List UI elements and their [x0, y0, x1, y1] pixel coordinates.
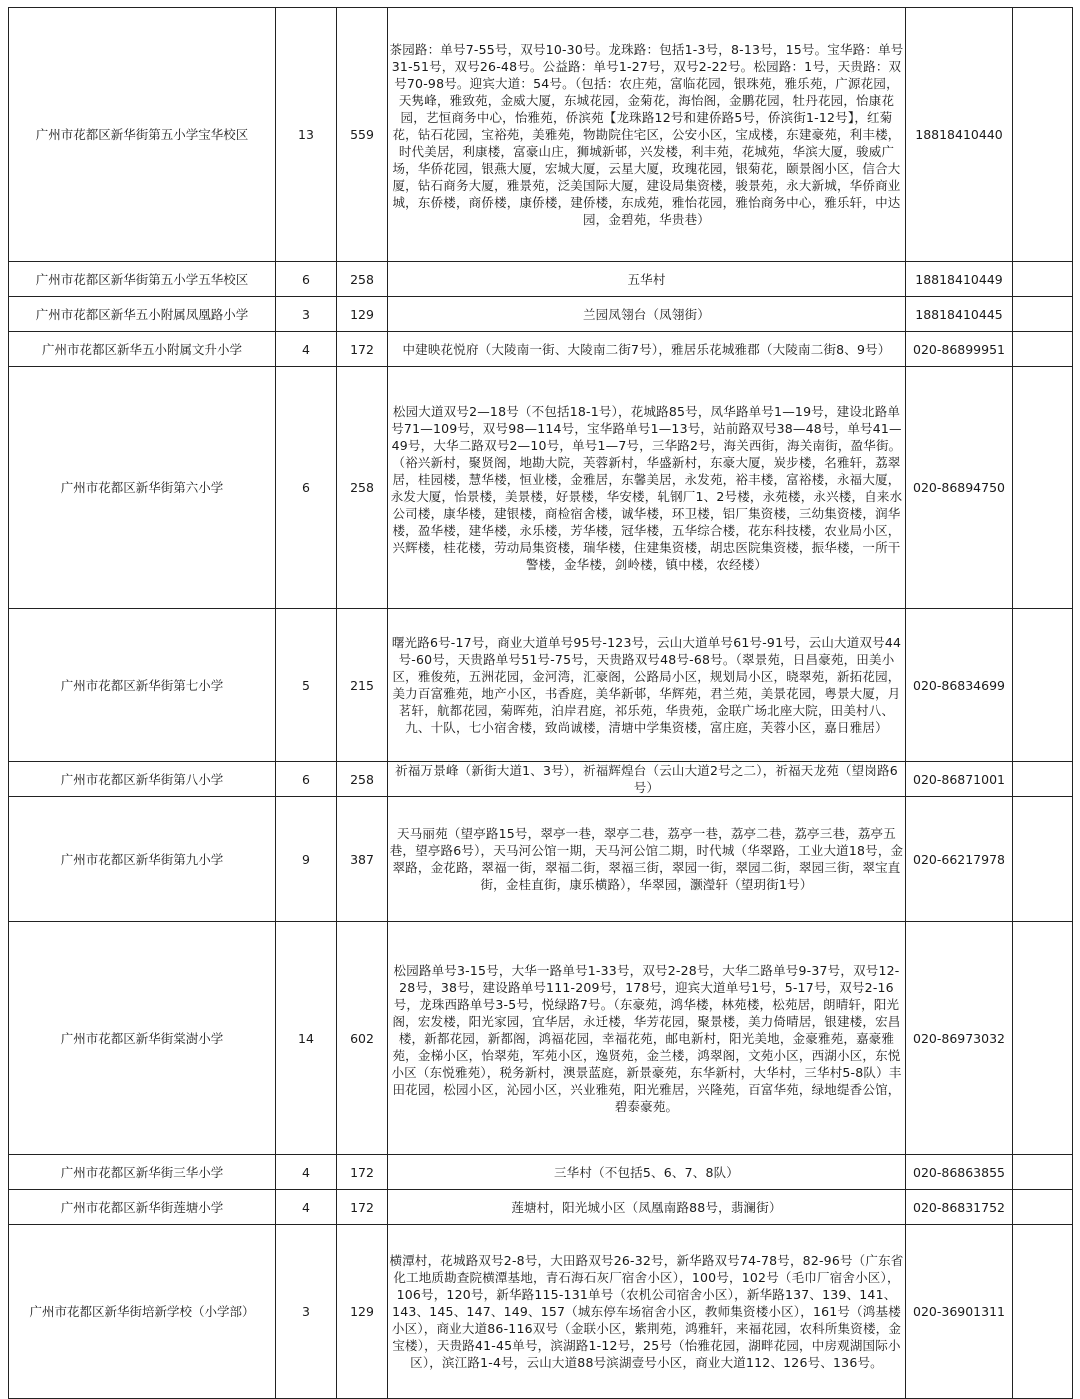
phone-cell: 020-86899951 — [906, 332, 1013, 367]
table-row — [9, 297, 1073, 332]
phone-cell: 18818410440 — [906, 8, 1013, 262]
table-row — [9, 1225, 1073, 1399]
class-count-cell: 3 — [276, 1225, 337, 1399]
enrollment-area-cell: 三华村（不包括5、6、7、8队） — [388, 1155, 906, 1190]
school-name-cell: 广州市花都区新华街第六小学 — [9, 367, 276, 609]
phone-cell: 020-86834699 — [906, 609, 1013, 762]
school-name-cell: 广州市花都区新华街三华小学 — [9, 1155, 276, 1190]
phone-cell: 18818410445 — [906, 297, 1013, 332]
student-count-cell: 129 — [337, 297, 388, 332]
table-row — [9, 262, 1073, 297]
student-count-cell: 602 — [337, 922, 388, 1155]
table-row — [9, 922, 1073, 1155]
table-row — [9, 762, 1073, 797]
table-row — [9, 332, 1073, 367]
table-row — [9, 8, 1073, 262]
student-count-cell: 258 — [337, 762, 388, 797]
enrollment-area-cell: 曙光路6号-17号，商业大道单号95号-123号，云山大道单号61号-91号，云山大道双号44号-60号，天贵路单号51号-75号，天贵路双号48号-68号。（翠景苑，日昌豪苑，田美小区，雅俊苑，五洲花园，金河湾，汇豪阁，公路局小区，规划局小区，晓翠苑，新拓花园，美力百富雅苑，地产小区，书香庭，美华新邨，华辉苑，君兰苑，美景花园，粤景大厦，月茗轩，航都花园，菊晖苑，泊岸君庭，祁乐苑，华贵苑，金联广场北座大院，田美村八、九、十队，七小宿舍楼，致尚诚楼，清塘中学集资楼，富庄庭，芙蓉小区，嘉日雅居） — [388, 609, 906, 762]
phone-cell: 020-86871001 — [906, 762, 1013, 797]
table-row — [9, 797, 1073, 922]
school-name-cell: 广州市花都区新华街第八小学 — [9, 762, 276, 797]
class-count-cell: 6 — [276, 367, 337, 609]
note-cell — [1013, 1190, 1073, 1225]
class-count-cell: 14 — [276, 922, 337, 1155]
enrollment-area-cell: 茶园路：单号7-55号，双号10-30号。龙珠路：包括1-3号，8-13号，15号。宝华路：单号31-51号，双号26-48号。公益路：单号1-27号，双号2-22号。松园路：1号，天贵路：双号70-98号。迎宾大道：54号。（包括：农庄苑，富临花园，银珠苑，雅乐苑，广源花园，天隽峰，雅致苑，金威大厦，东城花园，金菊花，海怡阁，金鹏花园，牡丹花园，怡康花园，艺恒商务中心，怡雅苑，侨滨苑【龙珠路12号和建侨路5号，侨滨街1-12号】，红菊花，钻石花园，宝裕苑，美雅苑，物勘院住宅区，公安小区，宝成楼，东建豪苑，利丰楼，时代美居，利康楼，富豪山庄，狮城新邨，兴发楼，利丰苑，花城苑，华滨大厦，骏威广场，华侨花园，银燕大厦，宏城大厦，云星大厦，玫瑰花园，银菊花，颐景阁小区，信合大厦，钻石商务大厦，雅景苑，泛美国际大厦，建设局集资楼，骏景苑，永大新城，华侨商业城，东侨楼，商侨楼，康侨楼，建侨楼，东成苑，雅怡花园，雅怡商务中心，雅乐轩，中达园，金碧苑，华贵巷） — [388, 8, 906, 262]
student-count-cell: 258 — [337, 262, 388, 297]
student-count-cell: 215 — [337, 609, 388, 762]
table-row — [9, 367, 1073, 609]
class-count-cell: 4 — [276, 1190, 337, 1225]
school-name-cell: 广州市花都区新华五小附属文升小学 — [9, 332, 276, 367]
school-name-cell: 广州市花都区新华街第五小学五华校区 — [9, 262, 276, 297]
table-row — [9, 609, 1073, 762]
class-count-cell: 9 — [276, 797, 337, 922]
student-count-cell: 129 — [337, 1225, 388, 1399]
student-count-cell: 258 — [337, 367, 388, 609]
class-count-cell: 13 — [276, 8, 337, 262]
phone-cell: 020-86831752 — [906, 1190, 1013, 1225]
phone-cell: 18818410449 — [906, 262, 1013, 297]
school-name-cell: 广州市花都区新华街莲塘小学 — [9, 1190, 276, 1225]
class-count-cell: 4 — [276, 332, 337, 367]
enrollment-area-cell: 天马丽苑（望亭路15号，翠亭一巷，翠亭二巷，荔亭一巷，荔亭二巷，荔亭三巷，荔亭五巷，望亭路6号），天马河公馆一期，天马河公馆二期，时代城（华翠路，工业大道18号，金翠路，金花路，翠福一街，翠福二街，翠福三街，翠园一街，翠园二街，翠园三街，翠宝直街，金桂直街，康乐横路），华翠园，灏瀅轩（望玥街1号） — [388, 797, 906, 922]
class-count-cell: 5 — [276, 609, 337, 762]
class-count-cell: 4 — [276, 1155, 337, 1190]
student-count-cell: 172 — [337, 332, 388, 367]
enrollment-area-cell: 中建映花悦府（大陵南一街、大陵南二街7号），雅居乐花城雅郡（大陵南二街8、9号） — [388, 332, 906, 367]
school-enrollment-table — [8, 7, 1073, 1399]
phone-cell: 020-86894750 — [906, 367, 1013, 609]
phone-cell: 020-66217978 — [906, 797, 1013, 922]
student-count-cell: 172 — [337, 1190, 388, 1225]
note-cell — [1013, 1225, 1073, 1399]
note-cell — [1013, 262, 1073, 297]
student-count-cell: 172 — [337, 1155, 388, 1190]
enrollment-area-cell: 五华村 — [388, 262, 906, 297]
school-name-cell: 广州市花都区新华街培新学校（小学部） — [9, 1225, 276, 1399]
school-name-cell: 广州市花都区新华街第七小学 — [9, 609, 276, 762]
note-cell — [1013, 297, 1073, 332]
phone-cell: 020-36901311 — [906, 1225, 1013, 1399]
class-count-cell: 6 — [276, 762, 337, 797]
class-count-cell: 3 — [276, 297, 337, 332]
enrollment-area-cell: 莲塘村，阳光城小区（凤凰南路88号，翡澜街） — [388, 1190, 906, 1225]
note-cell — [1013, 1155, 1073, 1190]
note-cell — [1013, 8, 1073, 262]
table-row — [9, 1155, 1073, 1190]
note-cell — [1013, 797, 1073, 922]
student-count-cell: 559 — [337, 8, 388, 262]
school-name-cell: 广州市花都区新华街第五小学宝华校区 — [9, 8, 276, 262]
school-name-cell: 广州市花都区新华五小附属凤凰路小学 — [9, 297, 276, 332]
enrollment-area-cell: 兰园凤翎台（凤翎街） — [388, 297, 906, 332]
student-count-cell: 387 — [337, 797, 388, 922]
note-cell — [1013, 367, 1073, 609]
class-count-cell: 6 — [276, 262, 337, 297]
note-cell — [1013, 922, 1073, 1155]
school-name-cell: 广州市花都区新华街棠澍小学 — [9, 922, 276, 1155]
enrollment-area-cell: 横潭村，花城路双号2-8号，大田路双号26-32号，新华路双号74-78号，82-96号（广东省化工地质勘查院横潭基地，青石海石灰厂宿舍小区），100号，102号（毛巾厂宿舍小区），106号，120号，新华路115-131单号（农机公司宿舍小区），新华路137、139、141、143、145、147、149、157（城东停车场宿舍小区，教师集资楼小区），161号（鸿基楼小区），商业大道86-116双号（金联小区，紫荆苑，鸿雅轩，来福花园，农科所集资楼，金宝楼），天贵路41-45单号，滨湖路1-12号，25号（怡雅花园，湖畔花园，中房观湖国际小区），滨江路1-4号，云山大道88号滨湖壹号小区，商业大道112、126号、136号。 — [388, 1225, 906, 1399]
note-cell — [1013, 609, 1073, 762]
enrollment-area-cell: 松园大道双号2—18号（不包括18-1号），花城路85号，凤华路单号1—19号，建设北路单号71—109号，双号98—114号，宝华路单号1—13号，站前路双号38—48号，单号41—49号，大华二路双号2—10号，单号1—7号，三华路2号，海关西街，海关南街，盈华街。（裕兴新村，聚贤阁，地勘大院，芙蓉新村，华盛新村，东豪大厦，炭步楼，名雅轩，荔翠居，桂园楼，慧华楼，恒业楼，金雅居，东馨美居，永发苑，裕丰楼，富裕楼，永福大厦，永发大厦，怡景楼，美景楼，好景楼，华安楼，轧钢厂1、2号楼，永苑楼，永兴楼，自来水公司楼，康华楼，建银楼，商检宿舍楼，诚华楼，环卫楼，铝厂集资楼，三幼集资楼，润华楼，盈华楼，建华楼，永乐楼，芳华楼，冠华楼，五华综合楼，花东科技楼，农业局小区，兴辉楼，桂花楼，劳动局集资楼，瑞华楼，住建集资楼，胡忠医院集资楼，振华楼，一所干警楼，金华楼，剑岭楼，镇中楼，农经楼） — [388, 367, 906, 609]
phone-cell: 020-86973032 — [906, 922, 1013, 1155]
enrollment-area-cell: 松园路单号3-15号，大华一路单号1-33号，双号2-28号，大华二路单号9-37号，双号12-28号，38号，建设路单号111-209号，178号，迎宾大道单号1号，5-17号，双号2-16号，龙珠西路单号3-5号，悦绿路7号。（东豪苑，鸿华楼，林苑楼，松苑居，朗晴轩，阳光阁，宏发楼，阳光家园，宜华居，永迁楼，华芳花园，聚景楼，美力倚晴居，银建楼，宏昌楼，新都花园，新都阁，鸿福花园，幸福花苑，邮电新村，阳光美地，金豪雅苑，嘉豪雅苑，金梯小区，怡翠苑，军苑小区，逸贤苑，金兰楼，鸿翠阁，文苑小区，西湖小区，东悦小区（东悦雅苑），税务新村，澳景蓝庭，新景豪苑，东华新村，大华村，三华村5-8队）丰田花园，松园小区，沁园小区，兴业雅苑，阳光雅居，兴隆苑，百富华苑，绿地缇香公馆，碧泰豪苑。 — [388, 922, 906, 1155]
school-name-cell: 广州市花都区新华街第九小学 — [9, 797, 276, 922]
note-cell — [1013, 332, 1073, 367]
table-row — [9, 1190, 1073, 1225]
note-cell — [1013, 762, 1073, 797]
enrollment-area-cell: 祈福万景峰（新街大道1、3号），祈福辉煌台（云山大道2号之二），祈福天龙苑（望岗路6号） — [388, 762, 906, 797]
phone-cell: 020-86863855 — [906, 1155, 1013, 1190]
